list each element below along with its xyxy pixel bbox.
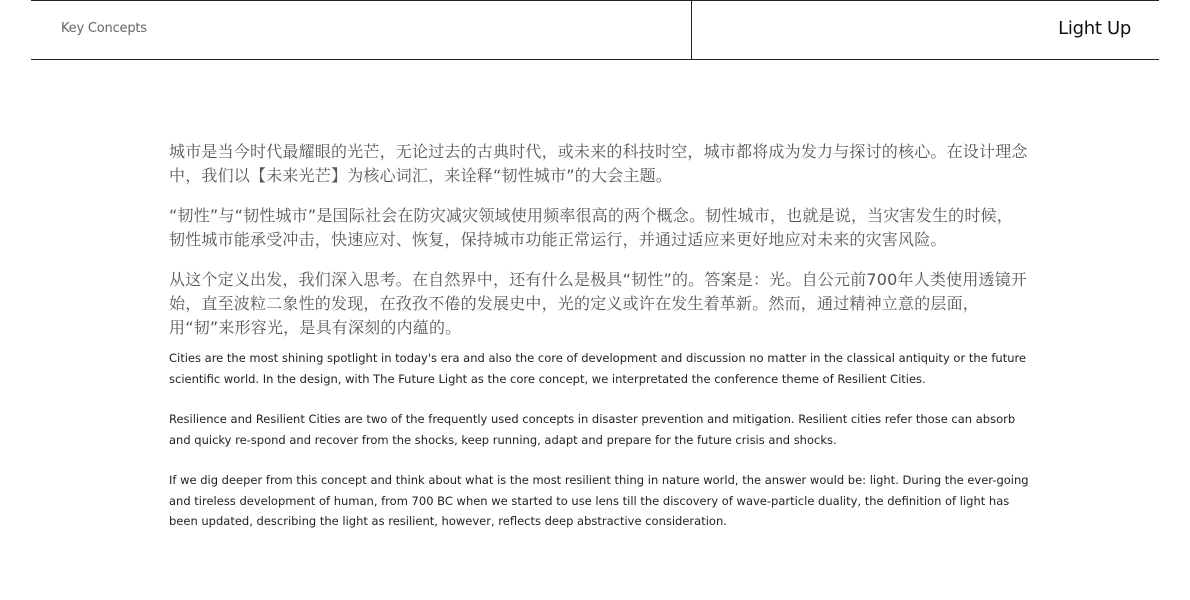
en-paragraph-1: Cities are the most shining spotlight in today's era and also the core of development and discussion no matter in the classical antiquity or the future scientific world. In the design, with The Future Light as the core concept, we interpretated the conference theme of Resilient Cities. [169,351,1027,386]
zh-paragraph-2: “韧性”与“韧性城市”是国际社会在防灾减灾领域使用频率很高的两个概念。韧性城市，也就是说，当灾害发生的时候，韧性城市能承受冲击，快速应对、恢复，保持城市功能正常运行，并通过适应来更好地应对未来的灾害风险。 [169,206,1013,249]
page-title: Light Up [1058,18,1131,39]
zh-paragraph-3: 从这个定义出发，我们深入思考。在自然界中，还有什么是极具“韧性”的。答案是：光。自公元前700年人类使用透镜开始，直至波粒二象性的发现，在孜孜不倦的发展史中，光的定义或许在发生着革新。然而，通过精神立意的层面，用“韧”来形容光，是具有深刻的内蕴的。 [169,270,1028,337]
en-paragraph-2: Resilience and Resilient Cities are two of the frequently used concepts in disaster prevention and mitigation. Resilient cities refer those can absorb and quicky re-spond and recover from the shocks, keep running, adapt and prepare for the future crisis and shocks. [169,412,1016,447]
en-paragraph-3: If we dig deeper from this concept and think about what is the most resilient thing in nature world, the answer would be: light. During the ever-going and tireless development of human, from 700 BC when we started to use lens till the discovery of wave-particle duality, the definition of light has been updated, describing the light as resilient, however, reflects deep abstractive consideration. [169,473,1029,528]
zh-paragraph-1: 城市是当今时代最耀眼的光芒，无论过去的古典时代，或未来的科技时空，城市都将成为发力与探讨的核心。在设计理念中，我们以【未来光芒】为核心词汇，来诠释“韧性城市”的大会主题。 [169,142,1028,185]
header-divider [691,1,692,60]
section-label: Key Concepts [61,21,147,36]
page-header [31,0,1159,60]
main-content [169,140,1029,552]
